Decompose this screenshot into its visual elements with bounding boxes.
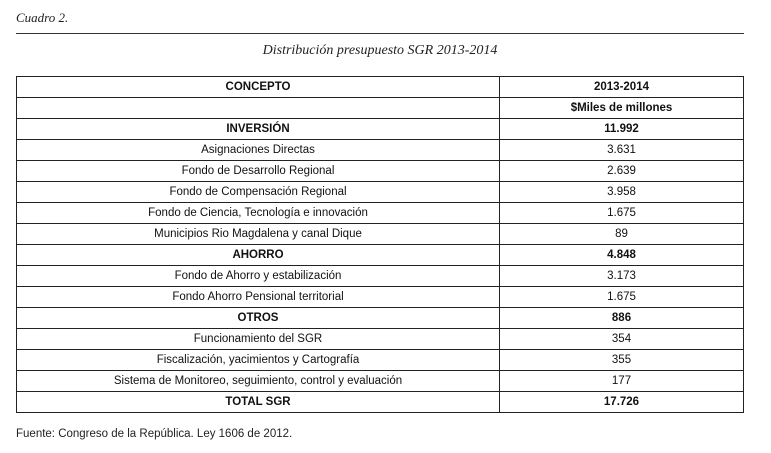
budget-table-container [16, 76, 744, 413]
table-row [17, 350, 744, 371]
header-period: 2013-2014 [500, 77, 744, 98]
value-cell: 3.173 [500, 266, 744, 287]
concept-cell: INVERSIÓN [17, 119, 500, 140]
table-row [17, 224, 744, 245]
value-cell: 354 [500, 329, 744, 350]
table-row [17, 203, 744, 224]
concept-cell: AHORRO [17, 245, 500, 266]
table-row [17, 266, 744, 287]
concept-cell: Fondo de Ciencia, Tecnología e innovación [17, 203, 500, 224]
budget-table [16, 76, 744, 413]
table-row [17, 287, 744, 308]
concept-cell: Fondo de Compensación Regional [17, 182, 500, 203]
concept-cell: Sistema de Monitoreo, seguimiento, control y evaluación [17, 371, 500, 392]
value-cell: 3.631 [500, 140, 744, 161]
concept-cell: Fiscalización, yacimientos y Cartografía [17, 350, 500, 371]
value-cell: 4.848 [500, 245, 744, 266]
value-cell: 2.639 [500, 161, 744, 182]
concept-cell: Fondo Ahorro Pensional territorial [17, 287, 500, 308]
table-section-row [17, 245, 744, 266]
value-cell: 886 [500, 308, 744, 329]
header-unit-blank [17, 98, 500, 119]
table-row [17, 329, 744, 350]
concept-cell: Fondo de Ahorro y estabilización [17, 266, 500, 287]
value-cell: 17.726 [500, 392, 744, 413]
top-divider [16, 33, 744, 34]
value-cell: 355 [500, 350, 744, 371]
table-section-row [17, 119, 744, 140]
header-unit: $Miles de millones [500, 98, 744, 119]
concept-cell: Municipios Rio Magdalena y canal Dique [17, 224, 500, 245]
table-row [17, 371, 744, 392]
table-row [17, 161, 744, 182]
value-cell: 177 [500, 371, 744, 392]
concept-cell: OTROS [17, 308, 500, 329]
value-cell: 1.675 [500, 287, 744, 308]
table-section-row [17, 392, 744, 413]
concept-cell: TOTAL SGR [17, 392, 500, 413]
value-cell: 3.958 [500, 182, 744, 203]
figure-label: Cuadro 2. [16, 10, 69, 25]
source-note: Fuente: Congreso de la República. Ley 1606 de 2012. [16, 428, 293, 440]
table-row [17, 182, 744, 203]
concept-cell: Asignaciones Directas [17, 140, 500, 161]
concept-cell: Funcionamiento del SGR [17, 329, 500, 350]
value-cell: 11.992 [500, 119, 744, 140]
header-concept: CONCEPTO [17, 77, 500, 98]
value-cell: 89 [500, 224, 744, 245]
table-section-row [17, 308, 744, 329]
concept-cell: Fondo de Desarrollo Regional [17, 161, 500, 182]
table-unit-row [17, 98, 744, 119]
table-title: Distribución presupuesto SGR 2013-2014 [262, 43, 498, 58]
value-cell: 1.675 [500, 203, 744, 224]
table-header-row [17, 77, 744, 98]
table-row [17, 140, 744, 161]
